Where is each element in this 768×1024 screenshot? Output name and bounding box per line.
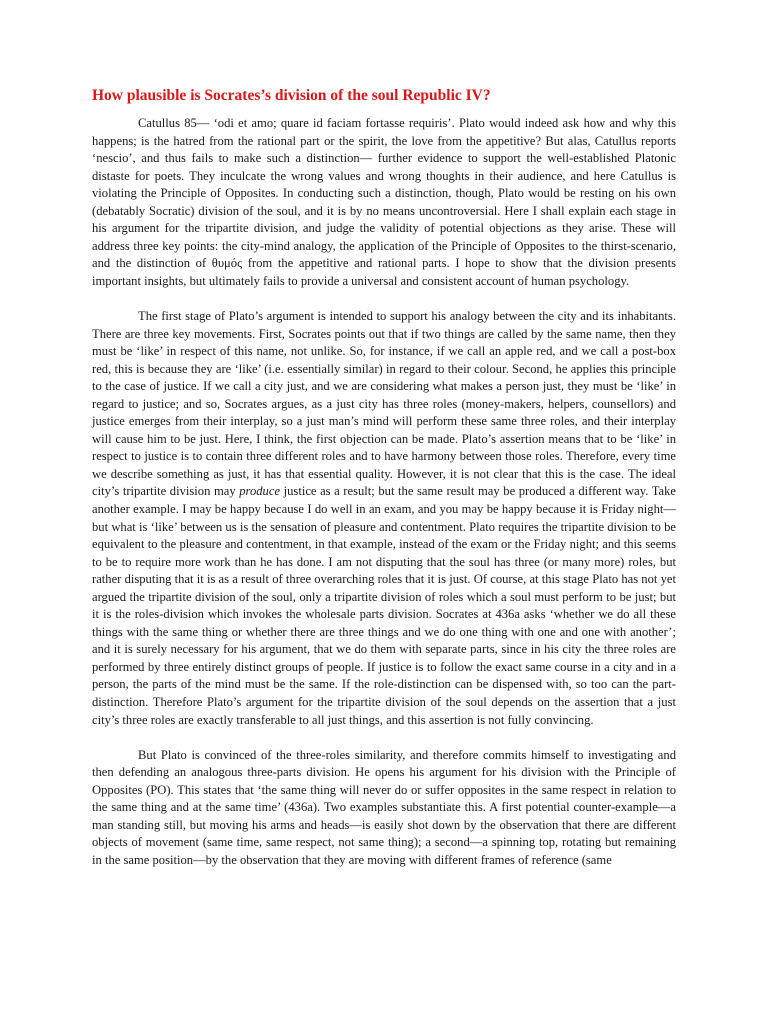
paragraph-principle-of-opposites xyxy=(92,747,676,870)
paragraph-city-analogy xyxy=(92,308,676,729)
paragraph-text: But Plato is convinced of the three-roles similarity, and therefore commits himself to investigating and then defending an analogous three-parts division. He opens his argument for his division with the Principle of Opposites (PO). This states that ‘the same thing will never do or suffer opposites in the same respect in relation to the same thing and at the same time’ (436a). Two examples substantiate this. A first potential counter-example—a man standing still, but moving his arms and heads—is easily shot down by the observation that there are different objects of movement (same time, same respect, not same thing); a second—a spinning top, rotating but remaining in the same position—by the observation that they are moving with different frames of reference (same xyxy=(92,747,676,867)
paragraph-intro xyxy=(92,115,676,290)
document-page xyxy=(92,86,676,887)
emphasis-text: produce xyxy=(239,484,281,499)
document-title: How plausible is Socrates’s division of the soul Republic IV? xyxy=(92,87,491,104)
paragraph-text: Catullus 85— ‘odi et amo; quare id faciam fortasse requiris’. Plato would indeed ask how and why this happens; is the hatred from the rational part or the spirit, the love from the appetitive? But alas, Catullus reports ‘nescio’, and thus fails to make such a distinction— further evidence to support the well-established Platonic distaste for poets. They inculcate the wrong values and wrong thoughts in their audience, and here Catullus is violating the Principle of Opposites. In conducting such a distinction, though, Plato would be resting on his own (debatably Socratic) division of the soul, and it is by no means uncontroversial. Here I shall explain each stage in his argument for the tripartite division, and judge the validity of potential objections as they arise. These will address three key points: the city-mind analogy, the application of the Principle of Opposites to the thirst-scenario, and the distinction of θυμός from the appetitive and rational parts. I hope to show that the division presents important insights, but ultimately fails to provide a universal and consistent account of human psychology. xyxy=(92,116,676,288)
paragraph-text: The first stage of Plato’s argument is intended to support his analogy between the city and its inhabitants. There are three key movements. First, Socrates points out that if two things are called by the same name, then they must be ‘like’ in respect of this name, not unlike. So, for instance, if we call an apple red, and we call a post-box red, this is because they are ‘like’ (i.e. essentially similar) in regard to their colour. Second, he applies this principle to the case of justice. If we call a city just, and we are considering what makes a person just, they must be ‘like’ in regard to justice; and so, Socrates argues, as a just city has three roles (money-makers, helpers, counsellors) and justice emerges from their interplay, so a just man’s mind will perform these same three roles, and their interplay will cause him to be just. Here, I think, the first objection can be made. Plato’s assertion means that to be ‘like’ in respect to justice is to contain three different roles and to have harmony between those roles. Therefore, every time we describe something as just, it has that essential quality. However, it is not clear that this is the case. The ideal city’s tripartite division may xyxy=(92,308,676,499)
paragraph-text: justice as a result; but the same result may be produced a different way. Take another example. I may be happy because I do well in an exam, and you may be happy because it is Friday night—but what is ‘like’ between us is the sensation of pleasure and contentment. Plato requires the tripartite division to be equivalent to the pleasure and contentment, in that example, instead of the exam or the Friday night; and this seems to be to require more work than he has done. I am not disputing that the soul has three (or many more) roles, but rather disputing that it is as a result of three overarching roles that it is just. Of course, at this stage Plato has not yet argued the tripartite division of the soul, only a tripartite division of roles which a soul must perform to be just; but it is the roles-division which invokes the wholesale parts division. Socrates at 436a asks ‘whether we do all these things with the same thing or whether there are three things and we do one thing with one and one with another’; and it is surely necessary for his argument, that we do them with separate parts, since in his city the three roles are performed by three entirely distinct groups of people. If justice is to follow the exact same course in a city and in a person, the parts of the mind must be the same. If the role-distinction can be dispensed with, so too can the part-distinction. Therefore Plato’s argument for the tripartite division of the soul depends on the assertion that a just city’s three roles are exactly transferable to all just things, and this assertion is not fully convincing. xyxy=(92,484,676,727)
